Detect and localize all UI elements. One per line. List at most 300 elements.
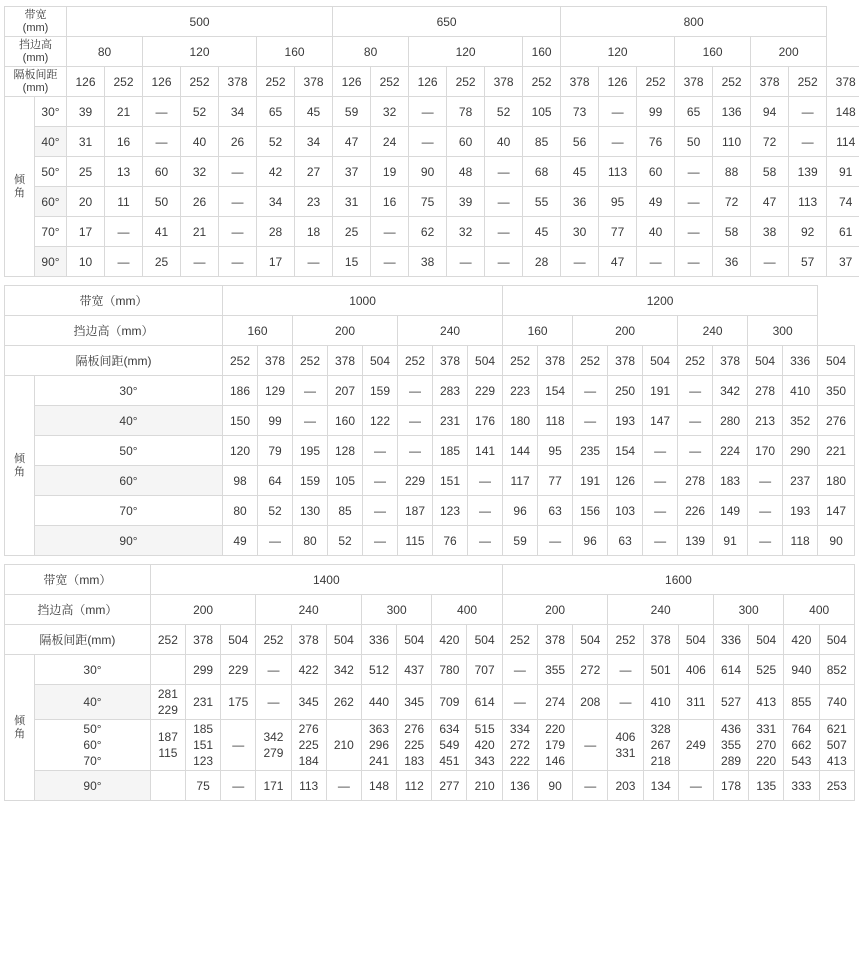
cell: 63: [538, 496, 573, 526]
cell: —: [538, 526, 573, 556]
cell: 237: [783, 466, 818, 496]
cell: 139: [678, 526, 713, 556]
cell: 123: [433, 496, 468, 526]
spacing-value: 420: [432, 625, 467, 655]
cell: 118: [538, 406, 573, 436]
skirt-height-value: 160: [523, 37, 561, 67]
table-row: [5, 376, 855, 406]
cell: 96: [503, 496, 538, 526]
cell: 229: [221, 655, 256, 685]
cell: —: [748, 466, 783, 496]
label-incline-char-1: 倾: [14, 452, 25, 465]
table-block-3: [4, 564, 855, 801]
row-belt-width-1: [5, 7, 859, 37]
spacing-value: 252: [637, 67, 675, 97]
cell: 151: [433, 466, 468, 496]
label-incline-char-2: 角: [14, 465, 25, 478]
cell: 147: [818, 496, 855, 526]
spacing-value: 504: [363, 346, 398, 376]
cell: 221: [818, 436, 855, 466]
cell: 76: [637, 127, 675, 157]
cell: 13: [105, 157, 143, 187]
cell: 32: [181, 157, 219, 187]
cell: 342 279: [256, 720, 291, 771]
cell: 180: [503, 406, 538, 436]
spacing-value: 504: [819, 625, 855, 655]
cell: —: [573, 376, 608, 406]
cell: 34: [219, 97, 257, 127]
spacing-value: 252: [223, 346, 258, 376]
cell: 707: [467, 655, 502, 685]
cell: 99: [258, 406, 293, 436]
cell: —: [363, 526, 398, 556]
row-skirt-height-3: [5, 595, 855, 625]
cell: 75: [185, 771, 220, 801]
cell: —: [409, 97, 447, 127]
angle-label: 30°: [35, 655, 151, 685]
angle-label: 40°: [35, 127, 67, 157]
cell: —: [398, 436, 433, 466]
spacing-value: 504: [748, 346, 783, 376]
cell: 45: [523, 217, 561, 247]
cell: 413: [749, 685, 784, 720]
cell: 226: [678, 496, 713, 526]
table-row: [5, 406, 855, 436]
cell: 95: [599, 187, 637, 217]
cell: 178: [713, 771, 748, 801]
cell: 60: [637, 157, 675, 187]
cell: [150, 771, 185, 801]
cell: 170: [748, 436, 783, 466]
row-partition-spacing-1: [5, 67, 859, 97]
cell: 76: [433, 526, 468, 556]
label-skirt-height-text: 挡边高: [19, 38, 52, 51]
cell: 25: [333, 217, 371, 247]
spacing-value: 504: [818, 346, 855, 376]
skirt-height-value: 160: [675, 37, 751, 67]
cell: 154: [608, 436, 643, 466]
cell: —: [502, 655, 537, 685]
cell: 59: [503, 526, 538, 556]
cell: —: [599, 97, 637, 127]
cell: 118: [783, 526, 818, 556]
cell: 345: [397, 685, 432, 720]
angle-label: 60°: [83, 738, 102, 752]
cell: —: [219, 187, 257, 217]
cell: 23: [295, 187, 333, 217]
cell: 25: [67, 157, 105, 187]
cell: —: [485, 247, 523, 277]
cell: 45: [295, 97, 333, 127]
cell: 512: [361, 655, 396, 685]
cell: —: [363, 496, 398, 526]
cell: —: [371, 247, 409, 277]
spacing-value: 378: [291, 625, 326, 655]
cell: 64: [258, 466, 293, 496]
cell: 175: [221, 685, 256, 720]
cell: [150, 655, 185, 685]
cell: —: [643, 526, 678, 556]
cell: 85: [328, 496, 363, 526]
cell: 183: [713, 466, 748, 496]
cell: 21: [181, 217, 219, 247]
cell: 36: [713, 247, 751, 277]
cell: —: [363, 466, 398, 496]
cell: 191: [643, 376, 678, 406]
cell: 41: [143, 217, 181, 247]
skirt-height-value: 240: [398, 316, 503, 346]
spacing-value: 252: [573, 346, 608, 376]
cell: —: [398, 376, 433, 406]
cell: 60: [447, 127, 485, 157]
angle-label: 60°: [35, 187, 67, 217]
label-partition-spacing: 隔板间距(mm): [5, 625, 151, 655]
table-row: [5, 655, 855, 685]
skirt-height-value: 160: [257, 37, 333, 67]
angle-label: 40°: [35, 685, 151, 720]
cell: 191: [573, 466, 608, 496]
cell: 65: [675, 97, 713, 127]
cell: 614: [713, 655, 748, 685]
cell: 39: [447, 187, 485, 217]
spacing-value: 504: [678, 625, 713, 655]
cell: 187 115: [150, 720, 185, 771]
cell: —: [637, 247, 675, 277]
spacing-value: 378: [295, 67, 333, 97]
spacing-value: 378: [608, 346, 643, 376]
cell: 525: [749, 655, 784, 685]
cell: —: [678, 406, 713, 436]
skirt-height-value: 200: [150, 595, 256, 625]
cell: 50: [143, 187, 181, 217]
table-row: [5, 466, 855, 496]
cell: —: [643, 496, 678, 526]
label-incline-char-2: 角: [14, 727, 26, 740]
cell: 422: [291, 655, 326, 685]
cell: —: [748, 526, 783, 556]
spacing-value: 252: [447, 67, 485, 97]
cell: 90: [818, 526, 855, 556]
cell: 276 225 183: [397, 720, 432, 771]
cell: 193: [608, 406, 643, 436]
table-row: [5, 685, 855, 720]
table-row: [5, 771, 855, 801]
spacing-value: 252: [181, 67, 219, 97]
cell: 276 225 184: [291, 720, 326, 771]
label-belt-width-text: 带宽: [24, 8, 47, 21]
cell: 176: [468, 406, 503, 436]
cell: 11: [105, 187, 143, 217]
label-belt-width-unit: (mm): [22, 21, 49, 34]
cell: 58: [751, 157, 789, 187]
cell: 113: [599, 157, 637, 187]
skirt-height-value: 200: [502, 595, 608, 625]
skirt-height-value: 120: [143, 37, 257, 67]
cell: 740: [819, 685, 855, 720]
cell: 120: [223, 436, 258, 466]
cell: 26: [219, 127, 257, 157]
cell: 210: [326, 720, 361, 771]
cell: 148: [361, 771, 396, 801]
cell: 88: [713, 157, 751, 187]
cell: —: [181, 247, 219, 277]
spacing-value: 504: [221, 625, 256, 655]
cell: —: [398, 406, 433, 436]
cell: 283: [433, 376, 468, 406]
cell: 437: [397, 655, 432, 685]
spacing-value: 252: [371, 67, 409, 97]
spacing-value: 126: [333, 67, 371, 97]
cell: 345: [291, 685, 326, 720]
cell: 159: [293, 466, 328, 496]
table-block-2: [4, 285, 855, 556]
angle-label-group: [35, 720, 151, 771]
spacing-value: 378: [827, 67, 859, 97]
cell: —: [789, 97, 827, 127]
skirt-height-value: 300: [361, 595, 431, 625]
cell: 28: [523, 247, 561, 277]
cell: 150: [223, 406, 258, 436]
skirt-height-value: 200: [293, 316, 398, 346]
spacing-value: 378: [258, 346, 293, 376]
row-belt-width-3: [5, 565, 855, 595]
cell: 37: [827, 247, 859, 277]
cell: —: [221, 771, 256, 801]
label-incline: [5, 655, 35, 801]
cell: 148: [827, 97, 859, 127]
cell: 45: [561, 157, 599, 187]
cell: —: [789, 127, 827, 157]
cell: —: [675, 187, 713, 217]
cell: —: [295, 247, 333, 277]
spacing-value: 378: [713, 346, 748, 376]
cell: 210: [467, 771, 502, 801]
cell: 26: [181, 187, 219, 217]
cell: 342: [713, 376, 748, 406]
label-belt-width: 带宽（mm）: [5, 286, 223, 316]
cell: 30: [561, 217, 599, 247]
cell: 501: [643, 655, 678, 685]
cell: 112: [397, 771, 432, 801]
row-skirt-height-1: [5, 37, 859, 67]
cell: 253: [819, 771, 855, 801]
spacing-value: 378: [433, 346, 468, 376]
label-incline: [5, 376, 35, 556]
cell: 129: [258, 376, 293, 406]
cell: 272: [573, 655, 608, 685]
cell: —: [573, 771, 608, 801]
cell: 75: [409, 187, 447, 217]
cell: 49: [637, 187, 675, 217]
cell: 110: [713, 127, 751, 157]
cell: 55: [523, 187, 561, 217]
cell: 99: [637, 97, 675, 127]
cell: 160: [328, 406, 363, 436]
cell: 37: [333, 157, 371, 187]
spacing-value: 252: [257, 67, 295, 97]
spacing-value: 504: [468, 346, 503, 376]
cell: 122: [363, 406, 398, 436]
table-row: [5, 526, 855, 556]
cell: —: [219, 217, 257, 247]
cell: 220 179 146: [538, 720, 573, 771]
cell: 333: [784, 771, 819, 801]
cell: 311: [678, 685, 713, 720]
spacing-value: 252: [678, 346, 713, 376]
cell: —: [221, 720, 256, 771]
cell: 130: [293, 496, 328, 526]
spacing-value: 504: [573, 625, 608, 655]
table-row: [5, 127, 859, 157]
angle-label: 70°: [83, 754, 102, 768]
cell: —: [371, 217, 409, 247]
spacing-value: 252: [398, 346, 433, 376]
label-partition-spacing: 隔板间距(mm): [5, 346, 223, 376]
spacing-value: 378: [751, 67, 789, 97]
label-incline-char-1: 倾: [14, 173, 25, 186]
label-skirt-height: [5, 37, 67, 67]
cell: —: [468, 526, 503, 556]
cell: —: [485, 187, 523, 217]
cell: 40: [637, 217, 675, 247]
cell: 515 420 343: [467, 720, 502, 771]
cell: 281 229: [150, 685, 185, 720]
cell: —: [485, 157, 523, 187]
cell: 68: [523, 157, 561, 187]
cell: —: [258, 526, 293, 556]
cell: 25: [143, 247, 181, 277]
cell: 32: [447, 217, 485, 247]
cell: 171: [256, 771, 291, 801]
spacing-value: 252: [503, 346, 538, 376]
spacing-value: 252: [105, 67, 143, 97]
cell: 52: [181, 97, 219, 127]
cell: —: [468, 466, 503, 496]
skirt-height-value: 300: [748, 316, 818, 346]
cell: 410: [643, 685, 678, 720]
cell: 940: [784, 655, 819, 685]
label-skirt-height: 挡边高（mm）: [5, 595, 151, 625]
skirt-height-value: 200: [573, 316, 678, 346]
table-row: [5, 217, 859, 247]
spacing-value: 378: [485, 67, 523, 97]
cell: 406 331: [608, 720, 643, 771]
cell: 20: [67, 187, 105, 217]
cell: —: [468, 496, 503, 526]
cell: 85: [523, 127, 561, 157]
cell: 77: [538, 466, 573, 496]
cell: —: [678, 771, 713, 801]
label-incline-char-2: 角: [14, 186, 25, 199]
cell: 113: [291, 771, 326, 801]
cell: 135: [749, 771, 784, 801]
cell: —: [143, 127, 181, 157]
cell: 614: [467, 685, 502, 720]
label-partition-spacing-unit: (mm): [22, 81, 49, 94]
row-partition-spacing-2: [5, 346, 855, 376]
cell: 208: [573, 685, 608, 720]
cell: 39: [67, 97, 105, 127]
label-belt-width: [5, 7, 67, 37]
spacing-value: 378: [538, 346, 573, 376]
cell: —: [219, 157, 257, 187]
skirt-height-value: 160: [223, 316, 293, 346]
cell: 250: [608, 376, 643, 406]
cell: 80: [223, 496, 258, 526]
cell: 136: [713, 97, 751, 127]
spacing-value: 420: [784, 625, 819, 655]
angle-label: 90°: [35, 247, 67, 277]
label-skirt-height: 挡边高（mm）: [5, 316, 223, 346]
spacing-value: 378: [185, 625, 220, 655]
cell: 231: [185, 685, 220, 720]
cell: 280: [713, 406, 748, 436]
spacing-value: 336: [713, 625, 748, 655]
cell: 224: [713, 436, 748, 466]
cell: 156: [573, 496, 608, 526]
cell: 350: [818, 376, 855, 406]
cell: 27: [295, 157, 333, 187]
cell: —: [293, 376, 328, 406]
cell: —: [485, 217, 523, 247]
skirt-height-value: 80: [333, 37, 409, 67]
cell: 185: [433, 436, 468, 466]
cell: 764 662 543: [784, 720, 819, 771]
belt-width-value: 500: [67, 7, 333, 37]
label-skirt-height-unit: (mm): [22, 51, 49, 64]
cell: 77: [599, 217, 637, 247]
cell: 36: [561, 187, 599, 217]
cell: 95: [538, 436, 573, 466]
cell: —: [409, 127, 447, 157]
cell: 113: [789, 187, 827, 217]
angle-label: 50°: [35, 157, 67, 187]
cell: 852: [819, 655, 855, 685]
cell: 274: [538, 685, 573, 720]
cell: 195: [293, 436, 328, 466]
cell: —: [643, 436, 678, 466]
cell: 72: [713, 187, 751, 217]
table-row: [5, 247, 859, 277]
cell: 342: [326, 655, 361, 685]
cell: 103: [608, 496, 643, 526]
cell: 355: [538, 655, 573, 685]
table-row: [5, 187, 859, 217]
cell: 126: [608, 466, 643, 496]
cell: 42: [257, 157, 295, 187]
cell: —: [363, 436, 398, 466]
spacing-value: 378: [675, 67, 713, 97]
row-skirt-height-2: [5, 316, 855, 346]
spacing-value: 504: [467, 625, 502, 655]
cell: 117: [503, 466, 538, 496]
cell: 154: [538, 376, 573, 406]
cell: 235: [573, 436, 608, 466]
cell: 47: [751, 187, 789, 217]
cell: 34: [257, 187, 295, 217]
cell: —: [105, 247, 143, 277]
cell: 94: [751, 97, 789, 127]
cell: 90: [538, 771, 573, 801]
spacing-value: 252: [523, 67, 561, 97]
angle-label: 90°: [35, 771, 151, 801]
cell: 352: [783, 406, 818, 436]
angle-label: 90°: [35, 526, 223, 556]
cell: 159: [363, 376, 398, 406]
cell: 58: [713, 217, 751, 247]
cell: 185 151 123: [185, 720, 220, 771]
cell: 56: [561, 127, 599, 157]
